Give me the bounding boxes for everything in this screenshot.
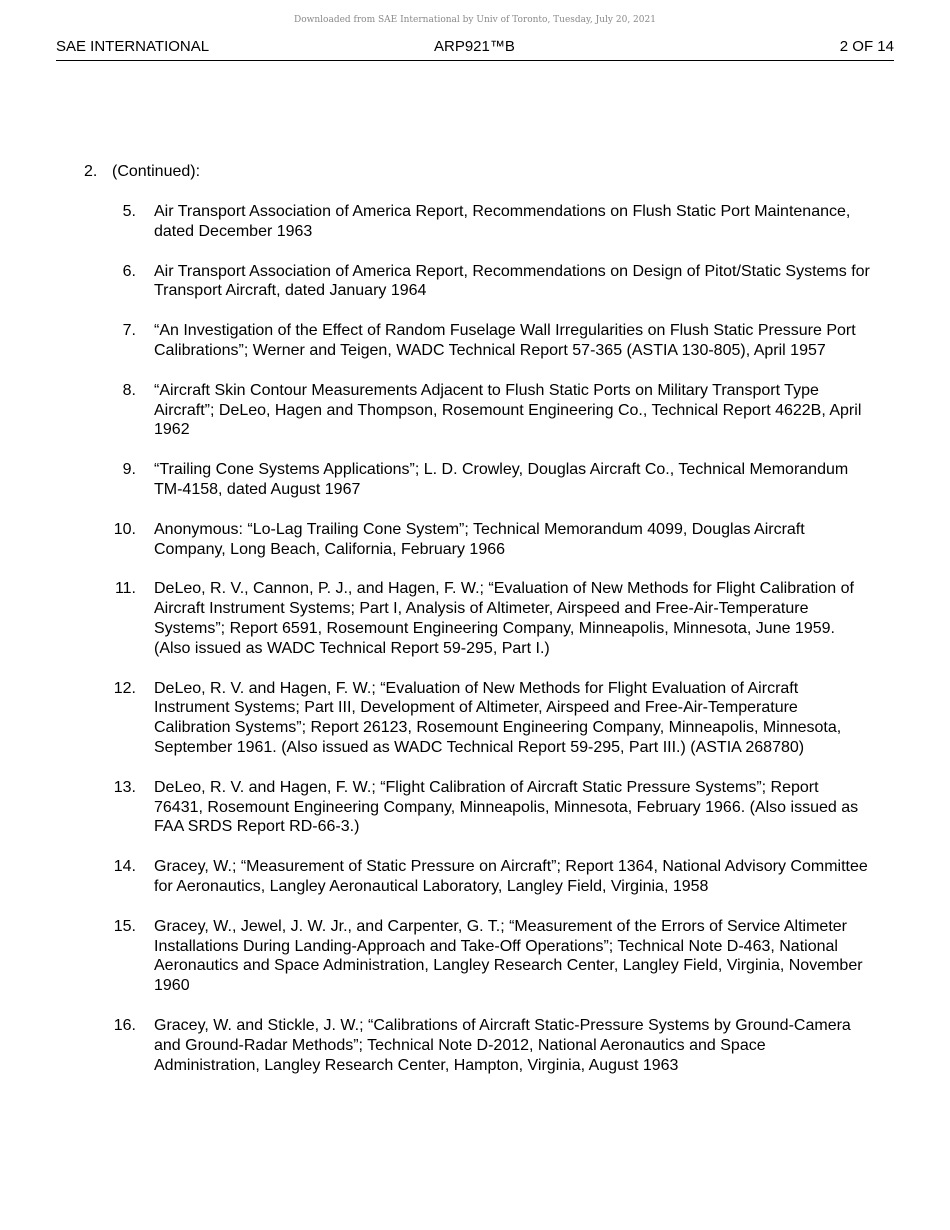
reference-item bbox=[100, 262, 870, 302]
reference-item bbox=[100, 579, 870, 658]
reference-item bbox=[100, 917, 870, 996]
reference-item bbox=[100, 679, 870, 758]
reference-number: 8. bbox=[122, 381, 136, 399]
reference-number: 5. bbox=[122, 203, 136, 220]
reference-item bbox=[100, 857, 870, 897]
reference-item bbox=[100, 321, 870, 361]
reference-text: DeLeo, R. V. and Hagen, F. W.; “Flight Calibration of Aircraft Static Pressure Systems”; Report 76431, Rosemount Engineering Company, Minneapolis, Minnesota, February 1966. (Also issued as FAA SRDS Report RD-66-3.) bbox=[154, 778, 859, 836]
reference-text: DeLeo, R. V. and Hagen, F. W.; “Evaluation of New Methods for Flight Evaluation of Aircraft Instrument Systems; Part III, Development of Altimeter, Airspeed and Free-Air-Temperature Calibration Systems”; Report 26123, Rosemount Engineering Company, Minneapolis, Minnesota, September 1961. (Also issued as WADC Technical Report 59-295, Part III.) (ASTIA 268780) bbox=[154, 679, 842, 756]
reference-number: 11. bbox=[114, 580, 136, 598]
reference-list bbox=[100, 202, 870, 1095]
reference-text: “An Investigation of the Effect of Random Fuselage Wall Irregularities on Flush Static Pressure Port Calibrations”; Werner and Teigen, WADC Technical Report 57-365 (ASTIA 130-805), April 1957 bbox=[154, 322, 856, 359]
reference-text: “Trailing Cone Systems Applications”; L. D. Crowley, Douglas Aircraft Co., Technical Memorandum TM-4158, dated August 1967 bbox=[154, 461, 849, 498]
reference-text: Gracey, W.; “Measurement of Static Pressure on Aircraft”; Report 1364, National Advisory Committee for Aeronautics, Langley Aeronautical Laboratory, Langley Field, Virginia, 1958 bbox=[154, 858, 868, 895]
publisher-name: SAE INTERNATIONAL bbox=[56, 38, 210, 55]
reference-text: Air Transport Association of America Report, Recommendations on Design of Pitot/Static Systems for Transport Aircraft, dated January 1964 bbox=[154, 262, 870, 300]
reference-text: Anonymous: “Lo-Lag Trailing Cone System”; Technical Memorandum 4099, Douglas Aircraft Company, Long Beach, California, February 1966 bbox=[154, 520, 805, 558]
reference-text: “Aircraft Skin Contour Measurements Adjacent to Flush Static Ports on Military Transport Type Aircraft”; DeLeo, Hagen and Thompson, Rosemount Engineering Co., Technical Report 4622B, April 1962 bbox=[154, 381, 862, 439]
section-heading bbox=[84, 162, 200, 182]
reference-number: 13. bbox=[113, 778, 136, 796]
reference-number: 15. bbox=[113, 917, 136, 935]
reference-text: DeLeo, R. V., Cannon, P. J., and Hagen, F. W.; “Evaluation of New Methods for Flight Calibration of Aircraft Instrument Systems; Part I, Analysis of Altimeter, Airspeed and Free-Air-Temperature Systems”; Report 6591, Rosemount Engineering Company, Minneapolis, Minnesota, June 1959. (Also issued as WADC Technical Report 59-295, Part I.) bbox=[154, 580, 854, 657]
reference-number: 14. bbox=[113, 858, 136, 876]
document-number: ARP921™B bbox=[434, 38, 515, 55]
reference-number: 6. bbox=[122, 262, 136, 280]
reference-text: Gracey, W., Jewel, J. W. Jr., and Carpenter, G. T.; “Measurement of the Errors of Service Altimeter Installations During Landing-Approach and Take-Off Operations”; Technical Note D-463, National Aeronautics and Space Administration, Langley Research Center, Langley Field, Virginia, November 1960 bbox=[154, 917, 863, 995]
page-number: 2 OF 14 bbox=[839, 38, 894, 55]
reference-number: 7. bbox=[122, 322, 136, 340]
reference-item bbox=[100, 520, 870, 560]
section-number: 2. bbox=[84, 163, 98, 180]
reference-number: 16. bbox=[113, 1016, 136, 1034]
reference-text: Gracey, W. and Stickle, J. W.; “Calibrations of Aircraft Static-Pressure Systems by Ground-Camera and Ground-Radar Methods”; Technical Note D-2012, National Aeronautics and Space Administration, Langley Research Center, Hampton, Virginia, August 1963 bbox=[154, 1016, 851, 1074]
download-watermark: Downloaded from SAE International by Univ of Toronto, Tuesday, July 20, 2021 bbox=[294, 15, 656, 25]
reference-item bbox=[100, 202, 870, 242]
reference-text: Air Transport Association of America Report, Recommendations on Flush Static Port Maintenance, dated December 1963 bbox=[154, 203, 851, 240]
reference-item bbox=[100, 778, 870, 837]
section-label: (Continued): bbox=[112, 163, 201, 180]
reference-item bbox=[100, 381, 870, 440]
reference-number: 9. bbox=[122, 461, 136, 479]
reference-item bbox=[100, 1016, 870, 1075]
reference-number: 12. bbox=[113, 679, 136, 697]
page-header bbox=[56, 38, 894, 61]
reference-number: 10. bbox=[113, 520, 136, 538]
reference-item bbox=[100, 460, 870, 500]
